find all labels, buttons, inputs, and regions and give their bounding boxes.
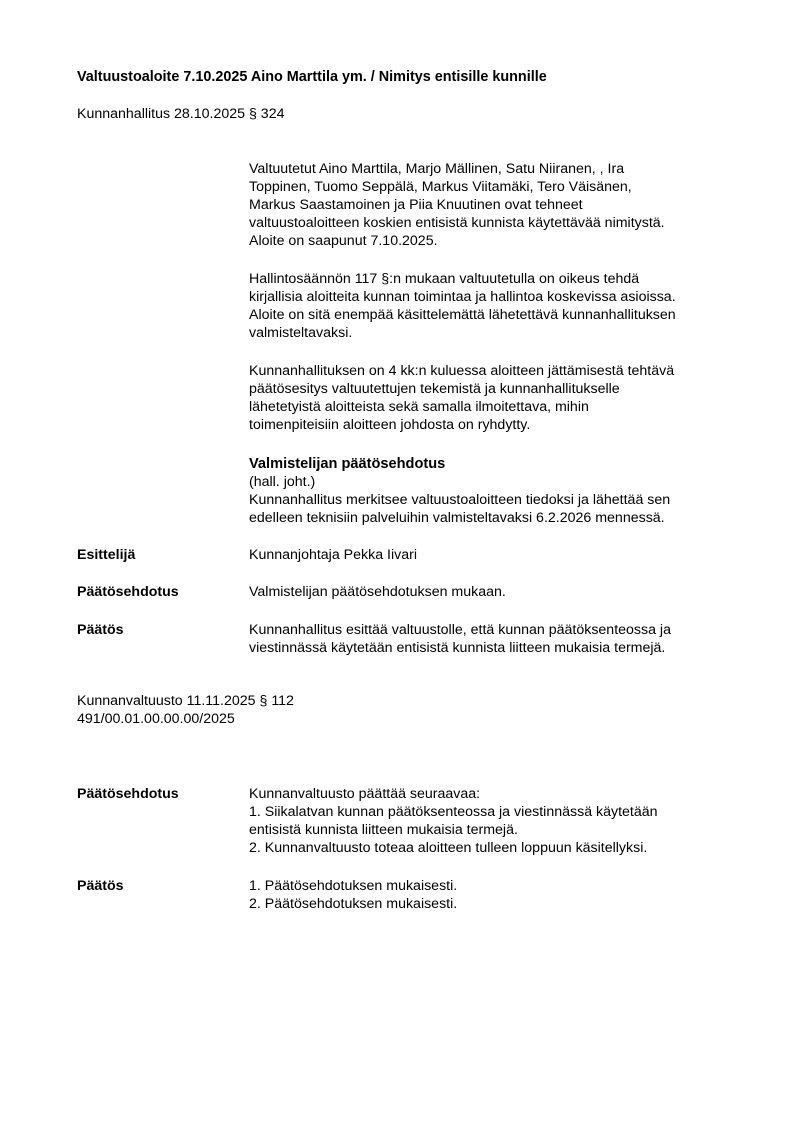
text-line: Markus Saastamoinen ja Piia Knuutinen ovat tehneet [249, 197, 583, 213]
text-line: päätösesitys valtuutettujen tekemistä ja kunnanhallitukselle [249, 381, 620, 397]
kunnanvaltuusto-meeting-info [77, 692, 294, 728]
text-line: Aloite on saapunut 7.10.2025. [249, 233, 438, 249]
text-line: kirjallisia aloitteita kunnan toimintaa ja hallintoa koskevissa asioissa. [249, 289, 676, 305]
text-line: Kunnanhallitus merkitsee valtuustoaloitteen tiedoksi ja lähettää sen [249, 492, 671, 508]
text-line: Valtuutetut Aino Marttila, Marjo Mällinen, Satu Niiranen, , Ira [249, 161, 625, 177]
decision-proposal-value: Valmistelijan päätösehdotuksen mukaan. [249, 584, 506, 600]
presenter-label: Esittelijä [77, 547, 136, 563]
text-line: 2. Kunnanvaltuusto toteaa aloitteen tulleen loppuun käsitellyksi. [249, 840, 648, 856]
presenter-value: Kunnanjohtaja Pekka Iivari [249, 547, 417, 563]
proposal-author: (hall. joht.) [249, 474, 316, 490]
decision-label: Päätös [77, 622, 124, 638]
text-line: 1. Siikalatvan kunnan päätöksenteossa ja viestinnässä käytetään [249, 804, 658, 820]
paragraph-regulation [249, 270, 676, 342]
text-line: Aloite on sitä enempää käsittelemättä lähetettävä kunnanhallituksen [249, 307, 676, 323]
text-line: valmisteltavaksi. [249, 325, 353, 341]
text-line: Kunnanhallitus esittää valtuustolle, että kunnan päätöksenteossa ja [249, 622, 671, 638]
paragraph-deadline [249, 362, 674, 434]
text-line: 1. Päätösehdotuksen mukaisesti. [249, 878, 458, 894]
text-line: 2. Päätösehdotuksen mukaisesti. [249, 896, 458, 912]
preparer-proposal [249, 455, 670, 527]
text-line: toimenpiteisiin aloitteen johdosta on ryhdytty. [249, 417, 531, 433]
council-decision-proposal-value [249, 785, 658, 857]
text-line: entisistä kunnista liitteen mukaisia termejä. [249, 822, 518, 838]
kunnanhallitus-meeting-info: Kunnanhallitus 28.10.2025 § 324 [77, 106, 285, 122]
decision-proposal-label: Päätösehdotus [77, 584, 179, 600]
meeting-meta: Kunnanvaltuusto 11.11.2025 § 112 [77, 693, 294, 709]
text-line: viestinnässä käytetään entisistä kunnista liitteen mukaisia termejä. [249, 640, 666, 656]
document-title: Valtuustoaloite 7.10.2025 Aino Marttila ym. / Nimitys entisille kunnille [77, 69, 547, 85]
council-decision-label: Päätös [77, 878, 124, 894]
proposal-heading: Valmistelijan päätösehdotus [249, 456, 446, 472]
text-line: lähetetyistä aloitteista sekä samalla ilmoitettava, mihin [249, 399, 589, 415]
text-line: valtuustoaloitteen koskien entisistä kunnista käytettävää nimitystä. [249, 215, 665, 231]
paragraph-initiative [249, 160, 665, 250]
decision-value [249, 621, 671, 657]
council-decision-value [249, 877, 457, 913]
diary-number: 491/00.01.00.00.00/2025 [77, 711, 235, 727]
text-line: edelleen teknisiin palveluihin valmisteltavaksi 6.2.2026 mennessä. [249, 510, 665, 526]
text-line: Toppinen, Tuomo Seppälä, Markus Viitamäki, Tero Väisänen, [249, 179, 632, 195]
text-line: Kunnanvaltuusto päättää seuraavaa: [249, 786, 481, 802]
text-line: Kunnanhallituksen on 4 kk:n kuluessa aloitteen jättämisestä tehtävä [249, 363, 675, 379]
council-decision-proposal-label: Päätösehdotus [77, 786, 179, 802]
text-line: Hallintosäännön 117 §:n mukaan valtuutetulla on oikeus tehdä [249, 271, 640, 287]
